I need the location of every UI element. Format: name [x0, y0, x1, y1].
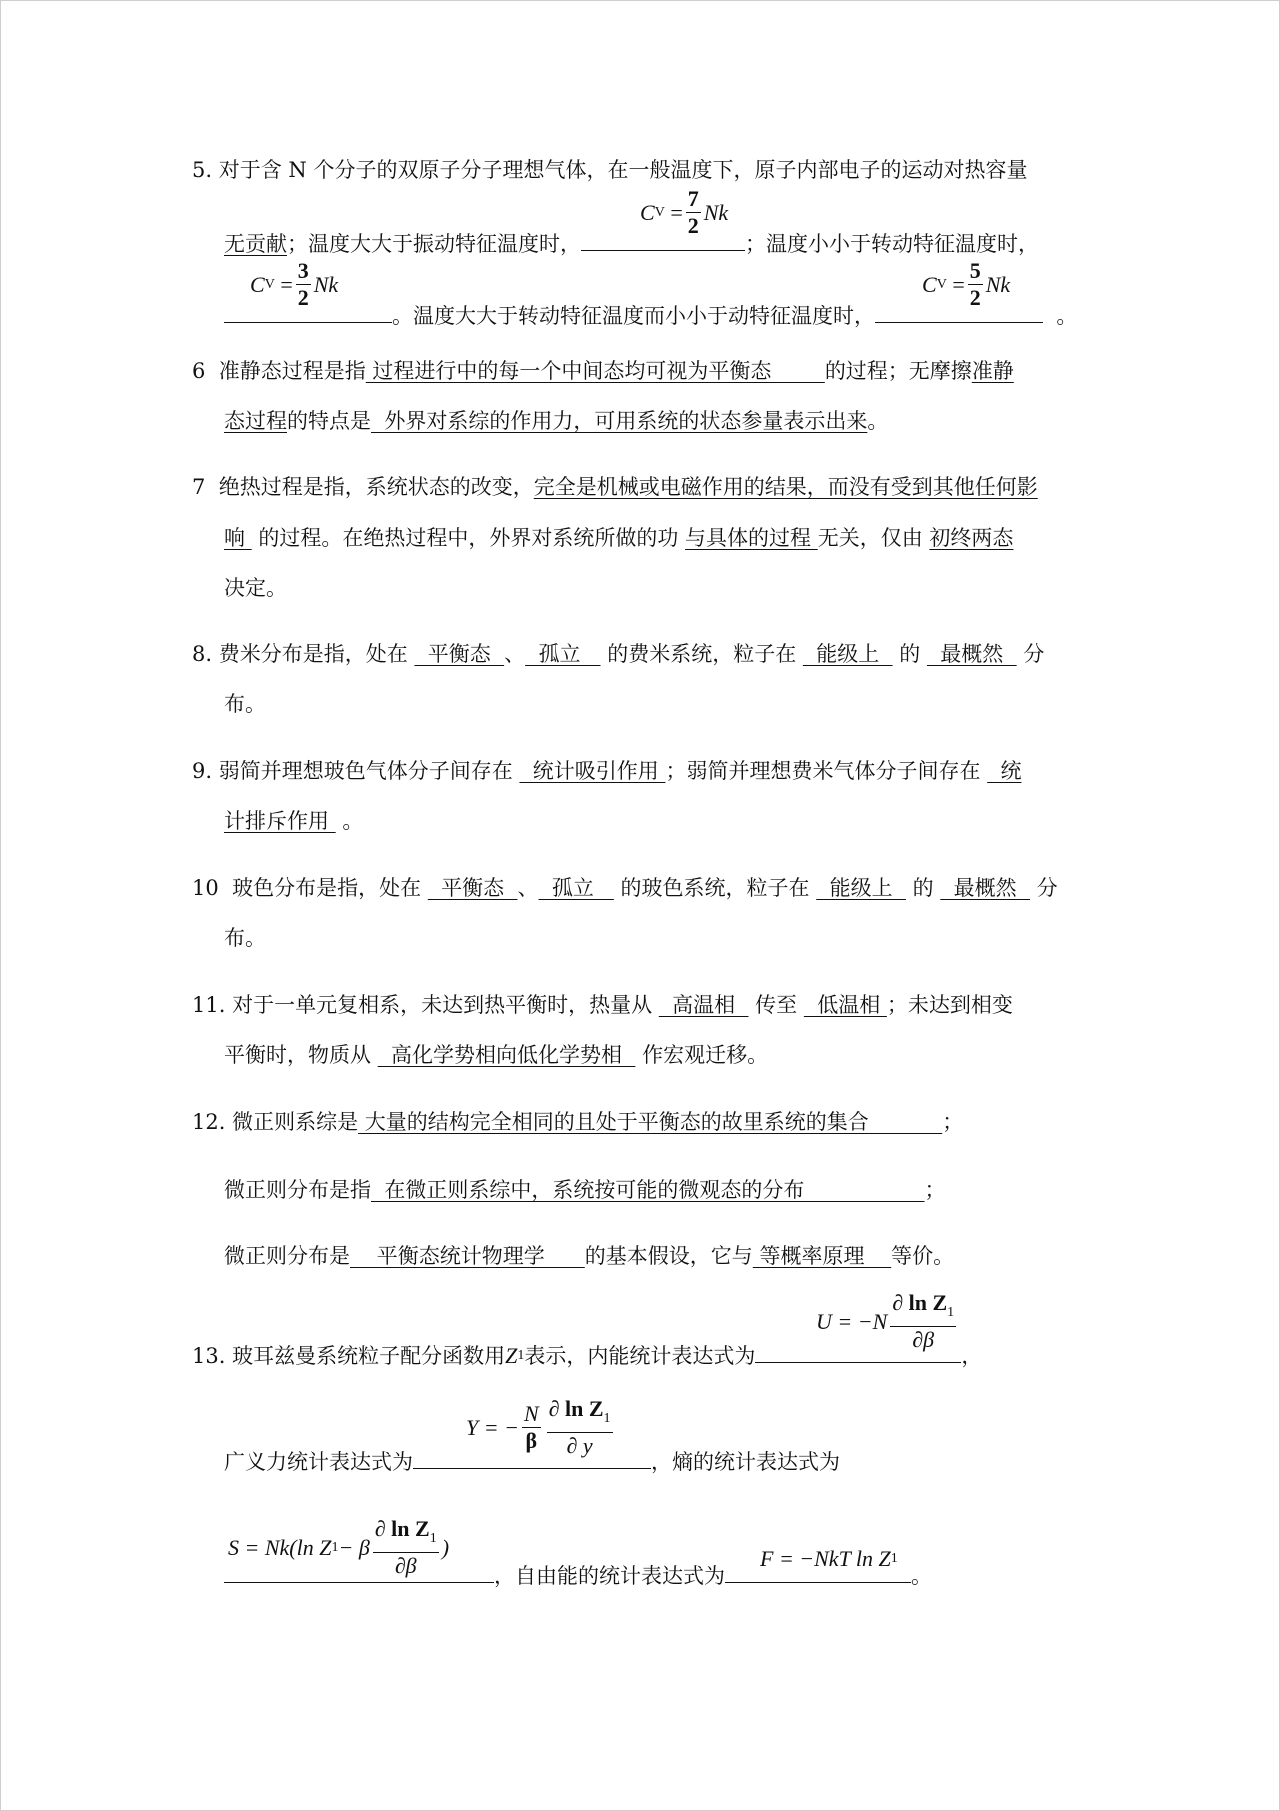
q5-line-3: [224, 300, 1077, 330]
q13-text-6: ，自由能的统计表达式为: [494, 1564, 725, 1588]
q10-text-4: 的: [905, 876, 941, 900]
q8-number: 8.: [192, 642, 213, 666]
q6-text-4: 。: [867, 409, 889, 433]
q10-text-1: 玻色分布是指，处在: [232, 876, 428, 900]
q10-number: 10: [192, 876, 219, 900]
q12-text-6: 的基本假设，它与: [584, 1244, 753, 1268]
q7-text-1: 绝热过程是指，系统状态的改变，: [218, 475, 534, 499]
q9-answer-2: 统: [987, 759, 1022, 783]
q6-text-3: 的特点是: [287, 409, 371, 433]
q9-answer-3: 计排斥作用: [224, 809, 336, 833]
q6-text-2: 的过程；无摩擦: [824, 359, 972, 383]
q7-answer-1: 完全是机械或电磁作用的结果，而没有受到其他任何影: [533, 475, 1038, 499]
q9-line-2: [224, 807, 363, 835]
q8-text-3: 的费米系统，粒子在: [600, 642, 803, 666]
q7-line-2: [224, 524, 1013, 552]
q8-line-2: [224, 690, 266, 718]
q11-text-2: 传至: [748, 993, 804, 1017]
q5-text-1: 对于含 N 个分子的双原子分子理想气体，在一般温度下，原子内部电子的运动对热容量: [218, 158, 1028, 182]
q5-number: 5.: [192, 158, 213, 182]
q9-answer-1: 统计吸引作用: [519, 759, 666, 783]
q5-line-1: [192, 156, 1027, 184]
q8-answer-4: 最概然: [926, 642, 1017, 666]
q10-answer-3: 能级上: [816, 876, 906, 900]
q10-answer-1: 平衡态: [427, 876, 518, 900]
q12-line-2: [224, 1176, 946, 1204]
q11-answer-1: 高温相: [658, 993, 749, 1017]
q11-text-3: ；未达到相变: [886, 993, 1013, 1017]
q11-number: 11.: [192, 993, 226, 1017]
q8-answer-1: 平衡态: [414, 642, 505, 666]
q5-text-3: ；温度小小于转动特征温度时，: [745, 232, 1039, 256]
q12-answer-2: 在微正则系综中，系统按可能的微观态的分布: [371, 1178, 925, 1202]
q5-blank-1: [581, 228, 745, 251]
q11-line-1: [192, 991, 1013, 1019]
q9-line-1: [192, 757, 1022, 785]
q11-answer-3: 高化学势相向低化学势相: [377, 1043, 636, 1067]
q13-blank-U: [755, 1340, 961, 1363]
q13-text-4: 广义力统计表达式为: [224, 1450, 413, 1474]
q13-text-1: 玻耳兹曼系统粒子配分函数用: [232, 1344, 506, 1368]
q8-text-6: 布。: [224, 692, 266, 716]
q8-text-4: 的: [892, 642, 927, 666]
q8-text-5: 分: [1016, 642, 1045, 666]
q6-answer-1: 过程进行中的每一个中间态均可视为平衡态: [365, 359, 825, 383]
q13-text-5: ，熵的统计表达式为: [651, 1450, 840, 1474]
q13-line-3: [224, 1560, 932, 1590]
q5-blank-3: [875, 300, 1043, 323]
q12-answer-1: 大量的结构完全相同的且处于平衡态的故里系统的集合: [358, 1110, 943, 1134]
q6-text-1: 准静态过程是指: [218, 359, 366, 383]
q7-line-3: [224, 574, 287, 602]
q5-formula-3: C V = $\frac{5}{2}$ Nk: [922, 258, 1011, 310]
q12-text-4: ；: [924, 1178, 946, 1202]
q9-text-1: 弱简并理想玻色气体分子间存在: [218, 759, 520, 783]
q12-answer-4: 等概率原理: [752, 1244, 892, 1268]
q9-text-3: 。: [335, 809, 364, 833]
q6-line-1: [192, 357, 1014, 385]
q10-text-3: 的玻色系统，粒子在: [613, 876, 817, 900]
q13-blank-F: [725, 1560, 911, 1583]
q10-text-5: 分: [1030, 876, 1058, 900]
q8-line-1: [192, 640, 1044, 668]
q12-text-2: ；: [942, 1110, 964, 1134]
q12-text-1: 微正则系综是: [232, 1110, 359, 1134]
q9-text-2: ；弱简并理想费米气体分子间存在: [665, 759, 988, 783]
q7-text-4: 决定。: [224, 576, 287, 600]
q5-formula-1: C V = $\frac{7}{2}$ Nk: [640, 186, 729, 238]
q5-line-2: [224, 228, 1039, 258]
q6-answer-2: 准静: [971, 359, 1014, 383]
q13-formula-U: U = −N $\frac{\partial \ln Z_1}{\partial\beta}$: [816, 1290, 955, 1352]
q11-answer-2: 低温相: [803, 993, 887, 1017]
q10-text-6: 布。: [224, 926, 266, 950]
q12-answer-3: 平衡态统计物理学: [350, 1244, 585, 1268]
q11-text-1: 对于一单元复相系，未达到热平衡时，热量从: [232, 993, 659, 1017]
q5-text-5: 。: [1056, 304, 1078, 328]
q7-line-1: [192, 473, 1038, 501]
q10-text-2: 、: [517, 876, 539, 900]
q13-line-2: [224, 1446, 840, 1476]
q13-formula-F: F = −NkT ln Z 1: [760, 1546, 898, 1571]
q9-number: 9.: [192, 759, 213, 783]
q7-answer-4: 初终两态: [929, 526, 1014, 550]
q6-answer-3: 态过程: [224, 409, 287, 433]
q13-number: 13.: [192, 1344, 226, 1368]
q12-line-3: [224, 1242, 954, 1270]
q12-line-1: [192, 1108, 963, 1136]
q11-text-5: 作宏观迁移。: [635, 1043, 769, 1067]
q13-formula-S: S = Nk(ln Z 1 − β $\frac{\partial \ln Z_1}{\partial\beta}$ ): [228, 1516, 450, 1578]
q13-line-1: [192, 1340, 982, 1370]
q13-blank-Y: [413, 1446, 651, 1469]
q10-answer-2: 孤立: [538, 876, 614, 900]
q12-text-3: 微正则分布是指: [224, 1178, 371, 1202]
q5-blank-2: [224, 300, 392, 323]
q13-formula-Y: Y = − $\frac{N}{\beta}$ $\frac{\partial \ln Z_1}{\partial y}$: [466, 1396, 611, 1458]
q7-text-2: 的过程。在绝热过程中，外界对系统所做的功: [251, 526, 686, 550]
q5-text-2: ；温度大大于振动特征温度时，: [287, 232, 581, 256]
q13-text-7: 。: [911, 1564, 932, 1588]
q10-line-1: [192, 874, 1058, 902]
q13-text-2: 表示，内能统计表达式为: [524, 1344, 756, 1368]
q6-answer-4: 外界对系综的作用力，可用系统的状态参量表示出来: [371, 409, 868, 433]
q12-text-7: 等价。: [891, 1244, 955, 1268]
q5-text-4: 。温度大大于转动特征温度而小小于动特征温度时，: [392, 304, 875, 328]
q8-text-1: 费米分布是指，处在: [218, 642, 415, 666]
q8-answer-2: 孤立: [525, 642, 601, 666]
q12-text-5: 微正则分布是: [224, 1244, 350, 1268]
q6-line-2: [224, 407, 888, 435]
q13-blank-S: [224, 1560, 494, 1583]
q13-text-3: ，: [961, 1344, 983, 1368]
q7-answer-3: 与具体的过程: [685, 526, 818, 550]
q6-number: 6: [192, 359, 206, 383]
q11-line-2: [224, 1041, 768, 1069]
q11-text-4: 平衡时，物质从: [224, 1043, 378, 1067]
q5-answer-1: 无贡献: [224, 232, 287, 256]
q8-text-2: 、: [504, 642, 526, 666]
q5-formula-2: C V = $\frac{3}{2}$ Nk: [250, 258, 339, 310]
q8-answer-3: 能级上: [802, 642, 893, 666]
q10-answer-4: 最概然: [940, 876, 1030, 900]
q7-text-3: 无关，仅由: [817, 526, 930, 550]
q10-line-2: [224, 924, 266, 952]
q13-z1-symbol: Z 1: [505, 1343, 525, 1368]
q12-number: 12.: [192, 1110, 226, 1134]
q7-number: 7: [192, 475, 206, 499]
q7-answer-2: 响: [224, 526, 252, 550]
